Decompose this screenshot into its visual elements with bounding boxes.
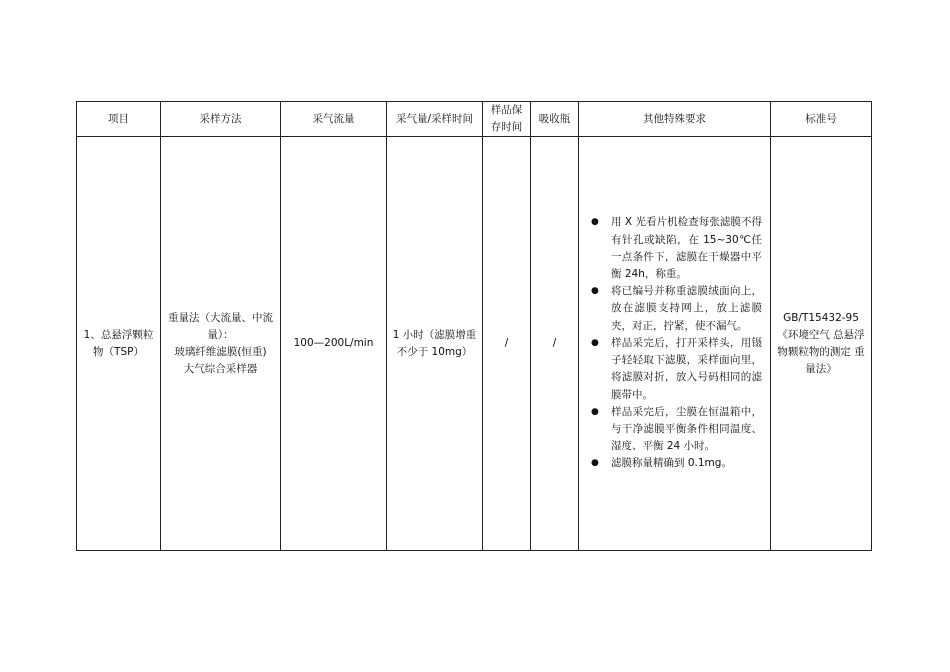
cell-storage-time: / [483, 137, 531, 551]
bullet-icon: ● [591, 286, 599, 297]
requirements-list [589, 214, 762, 472]
header-storage-time: 样品保存时间 [483, 102, 531, 137]
cell-absorber: / [531, 137, 579, 551]
cell-flow: 100—200L/min [281, 137, 387, 551]
requirement-text: 滤膜称量精确到 0.1mg。 [611, 457, 732, 470]
bullet-icon: ● [591, 337, 599, 348]
requirement-text: 样品采完后，尘膜在恒温箱中，与干净滤膜平衡条件相同温度、湿度、平衡 24 小时。 [611, 405, 762, 453]
bullet-icon: ● [591, 458, 599, 469]
list-item [589, 455, 762, 472]
cell-requirements [579, 137, 771, 551]
list-item [589, 404, 762, 456]
sampling-spec-table [76, 101, 872, 551]
header-item: 项目 [77, 102, 161, 137]
requirement-text: 样品采完后，打开采样头，用镊子轻轻取下滤膜，采样面向里，将滤膜对折，放入号码相同的滤膜带中。 [611, 336, 762, 401]
cell-volume-time: 1 小时（滤膜增重不少于 10mg） [387, 137, 483, 551]
header-standard: 标准号 [771, 102, 872, 137]
header-requirements: 其他特殊要求 [579, 102, 771, 137]
cell-standard: GB/T15432-95 《环境空气 总悬浮物颗粒物的测定 重量法》 [771, 137, 872, 551]
header-method: 采样方法 [161, 102, 281, 137]
list-item [589, 214, 762, 283]
bullet-icon: ● [591, 217, 599, 228]
header-volume-time: 采气量/采样时间 [387, 102, 483, 137]
list-item [589, 335, 762, 404]
requirement-text: 用 X 光看片机检查每张滤膜不得有针孔或缺陷，在 15~30℃任一点条件下，滤膜在干燥器中平衡 24h，称重。 [611, 216, 762, 281]
table-header-row [77, 102, 872, 137]
cell-method: 重量法（大流量、中流量）： 玻璃纤维滤膜(恒重) 大气综合采样器 [161, 137, 281, 551]
bullet-icon: ● [591, 406, 599, 417]
header-flow: 采气流量 [281, 102, 387, 137]
list-item [589, 283, 762, 335]
header-absorber: 吸收瓶 [531, 102, 579, 137]
requirement-text: 将已编号并称重滤膜绒面向上，放在滤膜支持网上，放上滤膜夹，对正，拧紧，使不漏气。 [611, 285, 762, 332]
table-row [77, 137, 872, 551]
cell-item: 1、总悬浮颗粒物（TSP） [77, 137, 161, 551]
